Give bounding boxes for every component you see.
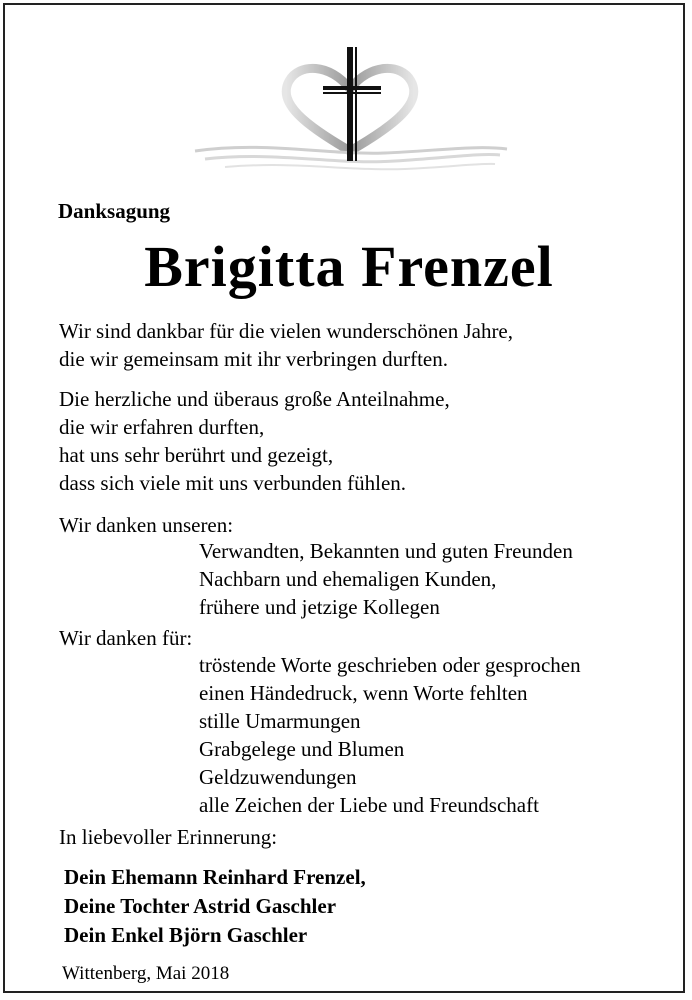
memory-line: In liebevoller Erinnerung:	[59, 825, 278, 849]
place-date: Wittenberg, Mai 2018	[62, 963, 230, 984]
list-item: Geldzuwendungen	[199, 765, 357, 789]
text-line: die wir erfahren durften,	[59, 415, 265, 439]
signers-list	[64, 863, 366, 950]
list-item: frühere und jetzige Kollegen	[199, 595, 440, 619]
notice-heading: Danksagung	[58, 199, 171, 223]
signer: Deine Tochter Astrid Gaschler	[64, 894, 337, 918]
list-item: alle Zeichen der Liebe und Freundschaft	[199, 793, 539, 817]
paragraph-sympathy	[59, 385, 450, 497]
text-line: dass sich viele mit uns verbunden fühlen.	[59, 471, 407, 495]
thanks-for-label: Wir danken für:	[59, 626, 193, 650]
signer: Dein Enkel Björn Gaschler	[64, 923, 308, 947]
list-item: Nachbarn und ehemaligen Kunden,	[199, 567, 497, 591]
thanks-to-label: Wir danken unseren:	[59, 513, 234, 537]
heart-cross-icon	[185, 33, 515, 183]
signer: Dein Ehemann Reinhard Frenzel,	[64, 865, 366, 889]
text-line: Die herzliche und überaus große Anteilnahme,	[59, 387, 450, 411]
text-line: die wir gemeinsam mit ihr verbringen durften.	[59, 347, 448, 371]
thanks-for-list	[199, 651, 581, 819]
list-item: tröstende Worte geschrieben oder gesprochen	[199, 653, 581, 677]
paragraph-gratitude	[59, 317, 513, 373]
list-item: einen Händedruck, wenn Worte fehlten	[199, 681, 528, 705]
list-item: Verwandten, Bekannten und guten Freunden	[199, 539, 573, 563]
thanks-to-list	[199, 537, 573, 621]
list-item: Grabgelege und Blumen	[199, 737, 405, 761]
text-line: Wir sind dankbar für die vielen wunderschönen Jahre,	[59, 319, 514, 343]
text-line: hat uns sehr berührt und gezeigt,	[59, 443, 334, 467]
deceased-name: Brigitta Frenzel	[144, 234, 554, 299]
list-item: stille Umarmungen	[199, 709, 361, 733]
obituary-notice	[3, 3, 685, 993]
